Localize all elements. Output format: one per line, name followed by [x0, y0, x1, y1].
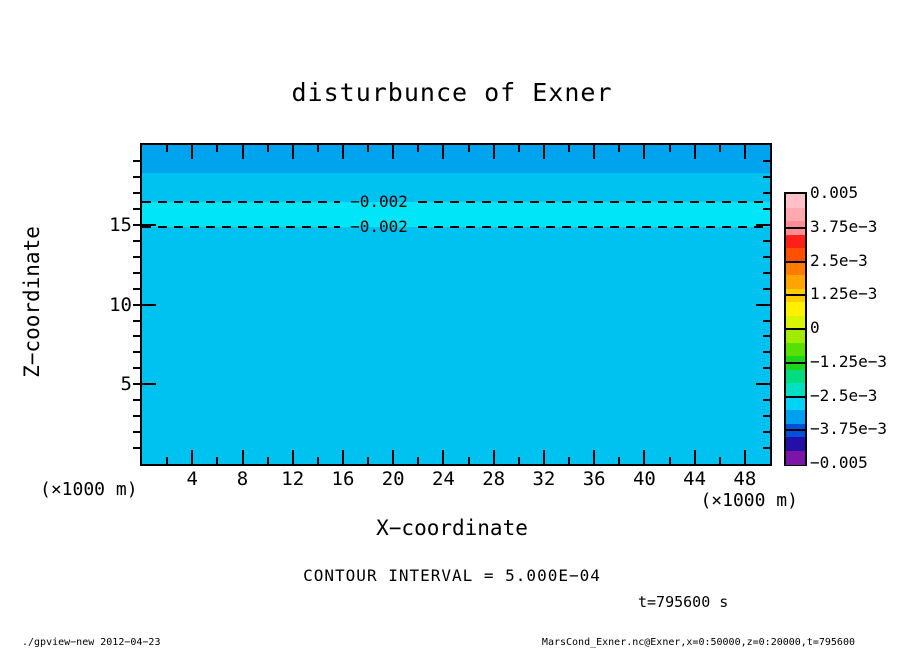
- y-minor-tick: [763, 367, 770, 369]
- y-minor-tick: [133, 256, 140, 258]
- x-minor-tick: [417, 457, 419, 464]
- y-minor-tick: [133, 399, 140, 401]
- x-minor-tick: [166, 145, 168, 152]
- x-tick-label: 44: [683, 468, 707, 490]
- x-tick-label: 28: [482, 468, 506, 490]
- colorbar-strip: [786, 437, 805, 451]
- y-minor-tick: [763, 256, 770, 258]
- x-major-tick: [543, 450, 545, 464]
- x-major-tick: [442, 450, 444, 464]
- colorbar-strip: [786, 370, 805, 384]
- colorbar-tick-label: 0: [810, 318, 820, 337]
- x-major-tick: [191, 145, 193, 159]
- colorbar-strip: [786, 194, 805, 208]
- time-label: t=795600 s: [638, 593, 729, 611]
- y-minor-tick: [763, 320, 770, 322]
- colorbar-strip: [786, 302, 805, 316]
- x-minor-tick: [417, 145, 419, 152]
- colorbar-tick-label: −1.25e−3: [810, 351, 888, 371]
- colorbar-tick-label: 0.005: [810, 183, 859, 202]
- x-minor-tick: [216, 145, 218, 152]
- x-major-tick: [643, 145, 645, 159]
- x-major-tick: [392, 450, 394, 464]
- colorbar-strip: [786, 329, 805, 343]
- contour-line: [142, 226, 340, 228]
- page-title: disturbunce of Exner: [291, 78, 613, 107]
- contour-interval-note: CONTOUR INTERVAL = 5.000E−04: [303, 566, 601, 585]
- x-tick-label: 32: [532, 468, 556, 490]
- y-minor-tick: [763, 192, 770, 194]
- x-minor-tick: [568, 457, 570, 464]
- x-minor-tick: [267, 145, 269, 152]
- x-major-tick: [342, 450, 344, 464]
- y-major-tick: [133, 304, 156, 306]
- x-major-tick: [744, 145, 746, 159]
- y-major-tick: [756, 383, 770, 385]
- x-minor-tick: [267, 457, 269, 464]
- y-minor-tick: [133, 160, 140, 162]
- y-major-tick: [133, 383, 156, 385]
- x-major-tick: [242, 450, 244, 464]
- colorbar-box-border: [786, 396, 805, 398]
- x-axis-title: X−coordinate: [376, 516, 528, 540]
- y-minor-tick: [763, 415, 770, 417]
- field-band-upper-layer: [142, 145, 770, 173]
- y-minor-tick: [763, 160, 770, 162]
- x-tick-label: 8: [236, 468, 249, 490]
- x-minor-tick: [669, 145, 671, 152]
- colorbar-box-border: [786, 429, 805, 431]
- y-tick-label: 10: [109, 293, 132, 316]
- y-minor-tick: [133, 272, 140, 274]
- field-band-background-field: [142, 145, 770, 464]
- y-minor-tick: [763, 399, 770, 401]
- colorbar-box-border: [786, 328, 805, 330]
- colorbar-strip: [786, 410, 805, 424]
- x-minor-tick: [367, 145, 369, 152]
- x-major-tick: [292, 450, 294, 464]
- y-major-tick: [133, 224, 156, 226]
- y-minor-tick: [763, 351, 770, 353]
- x-major-tick: [543, 145, 545, 159]
- x-tick-label: 48: [733, 468, 757, 490]
- colorbar-tick-label: −3.75e−3: [810, 419, 888, 439]
- colorbar-strip: [786, 397, 805, 411]
- contour-line: [418, 201, 770, 203]
- x-major-tick: [593, 450, 595, 464]
- x-major-tick: [191, 450, 193, 464]
- x-tick-label: 24: [431, 468, 455, 490]
- y-tick-label: 5: [120, 373, 132, 396]
- field-band-cyan-layer: [142, 202, 770, 227]
- contour-line: [142, 201, 340, 203]
- footer-tool-version: ./gpview−new 2012−04−23: [22, 637, 161, 648]
- colorbar-box-border: [786, 261, 805, 263]
- x-minor-tick: [317, 457, 319, 464]
- colorbar-tick-label: 3.75e−3: [810, 216, 878, 236]
- y-minor-tick: [133, 240, 140, 242]
- x-minor-tick: [468, 457, 470, 464]
- x-major-tick: [392, 145, 394, 159]
- y-minor-tick: [763, 272, 770, 274]
- colorbar-box-border: [786, 294, 805, 296]
- x-major-tick: [342, 145, 344, 159]
- x-minor-tick: [719, 457, 721, 464]
- x-major-tick: [744, 450, 746, 464]
- x-tick-label: 12: [281, 468, 305, 490]
- x-major-tick: [694, 145, 696, 159]
- colorbar-strip: [786, 262, 805, 276]
- x-minor-tick: [568, 145, 570, 152]
- x-major-tick: [493, 450, 495, 464]
- x-minor-tick: [719, 145, 721, 152]
- x-minor-tick: [618, 145, 620, 152]
- y-minor-tick: [133, 288, 140, 290]
- colorbar-tick-label: 1.25e−3: [810, 284, 878, 304]
- y-minor-tick: [133, 208, 140, 210]
- y-minor-tick: [133, 176, 140, 178]
- y-minor-tick: [133, 192, 140, 194]
- y-minor-tick: [763, 240, 770, 242]
- y-minor-tick: [133, 351, 140, 353]
- colorbar-strip: [786, 235, 805, 249]
- y-axis-unit-label: (×1000 m): [40, 479, 138, 500]
- x-major-tick: [292, 145, 294, 159]
- x-major-tick: [643, 450, 645, 464]
- x-major-tick: [694, 450, 696, 464]
- plot-area: [140, 143, 772, 466]
- x-minor-tick: [216, 457, 218, 464]
- x-tick-label: 20: [381, 468, 405, 490]
- colorbar: [784, 192, 807, 466]
- x-minor-tick: [367, 457, 369, 464]
- x-axis-unit-label: (×1000 m): [700, 490, 798, 511]
- y-minor-tick: [133, 415, 140, 417]
- colorbar-box-border: [786, 227, 805, 229]
- colorbar-strip: [786, 275, 805, 289]
- contour-label: −0.002: [350, 217, 408, 237]
- y-tick-label: 15: [109, 213, 132, 236]
- contour-line: [418, 226, 770, 228]
- y-axis-title: Z−coordinate: [20, 226, 44, 378]
- x-tick-label: 36: [582, 468, 606, 490]
- colorbar-tick-label: −0.005: [810, 453, 868, 472]
- x-minor-tick: [669, 457, 671, 464]
- colorbar-box-border: [786, 362, 805, 364]
- y-major-tick: [756, 224, 770, 226]
- x-minor-tick: [518, 457, 520, 464]
- colorbar-strip: [786, 451, 805, 465]
- y-minor-tick: [133, 335, 140, 337]
- x-major-tick: [593, 145, 595, 159]
- x-tick-label: 16: [331, 468, 355, 490]
- x-major-tick: [242, 145, 244, 159]
- y-minor-tick: [763, 176, 770, 178]
- y-minor-tick: [133, 367, 140, 369]
- y-minor-tick: [763, 447, 770, 449]
- footer-data-source: MarsCond_Exner.nc@Exner,x=0:50000,z=0:20000,t=795600: [541, 637, 855, 648]
- x-minor-tick: [166, 457, 168, 464]
- x-tick-label: 4: [186, 468, 198, 490]
- y-minor-tick: [763, 208, 770, 210]
- y-minor-tick: [763, 431, 770, 433]
- y-minor-tick: [133, 431, 140, 433]
- colorbar-strip: [786, 208, 805, 222]
- y-minor-tick: [763, 335, 770, 337]
- colorbar-tick-label: −2.5e−3: [810, 385, 878, 405]
- colorbar-strip: [786, 343, 805, 357]
- y-major-tick: [756, 304, 770, 306]
- y-minor-tick: [133, 320, 140, 322]
- x-major-tick: [493, 145, 495, 159]
- colorbar-tick-label: 2.5e−3: [810, 250, 868, 270]
- y-minor-tick: [763, 288, 770, 290]
- contour-label: −0.002: [350, 192, 408, 212]
- y-minor-tick: [133, 447, 140, 449]
- x-minor-tick: [518, 145, 520, 152]
- x-minor-tick: [468, 145, 470, 152]
- x-minor-tick: [618, 457, 620, 464]
- x-minor-tick: [317, 145, 319, 152]
- x-tick-label: 40: [632, 468, 656, 490]
- x-major-tick: [442, 145, 444, 159]
